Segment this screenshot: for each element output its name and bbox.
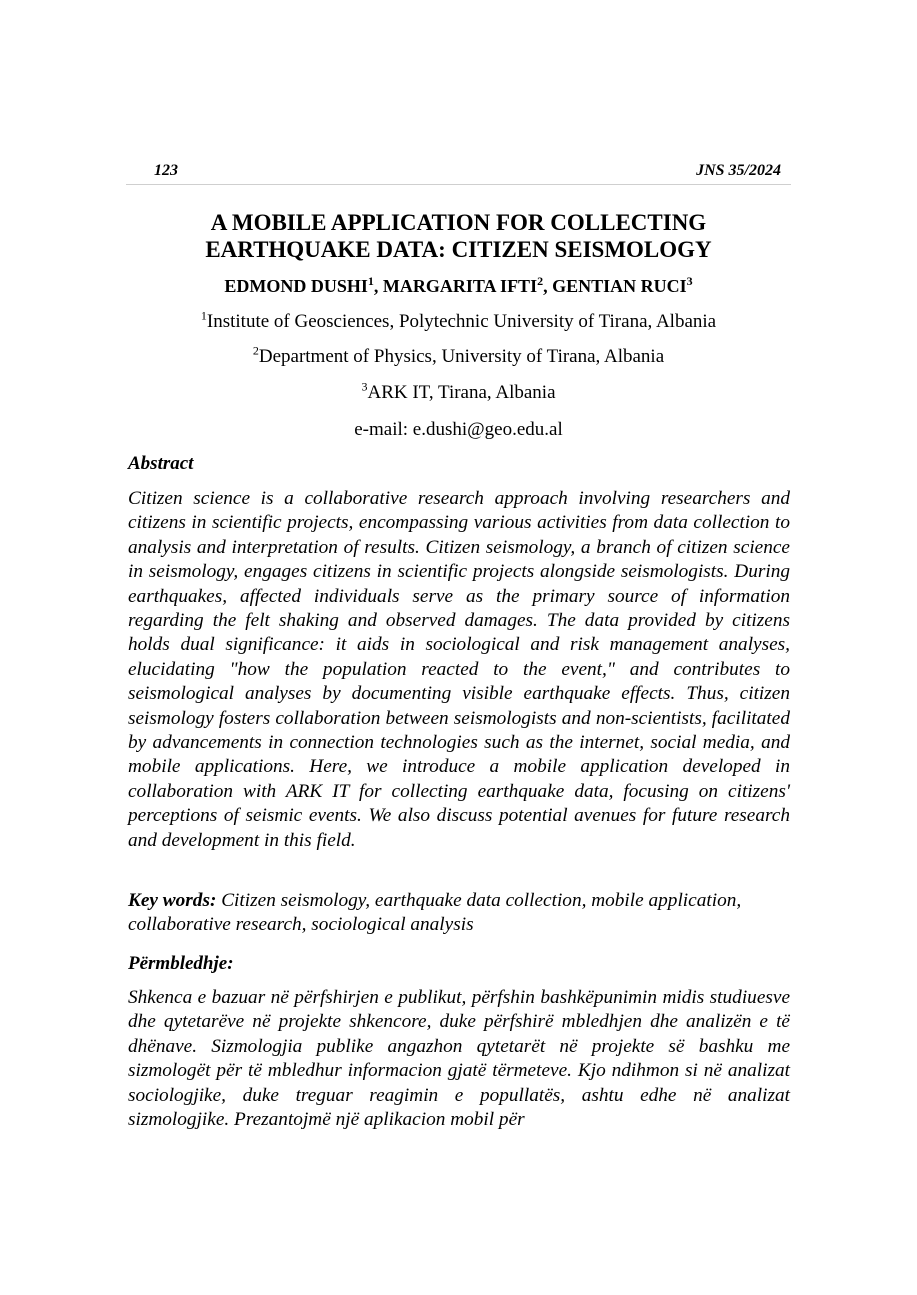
paper-title [126, 209, 791, 263]
abstract-heading: Abstract [128, 453, 194, 474]
permbledhje-heading: Përmbledhje: [128, 953, 234, 974]
author-affiliation-mark: 1 [367, 274, 374, 288]
title-line-2: EARTHQUAKE DATA: CITIZEN SEISMOLOGY [205, 237, 712, 262]
contact-email: e-mail: e.dushi@geo.edu.al [354, 419, 563, 440]
affiliation-text: Department of Physics, University of Tirana, Albania [258, 346, 665, 367]
author-affiliation-mark: 2 [537, 274, 544, 288]
page-number: 123 [154, 162, 178, 179]
permbledhje-body: Shkenca e bazuar në përfshirjen e publikut, përfshin bashkëpunimin midis studiuesve dhe qytetarëve në projekte shkencore, duke përfshirë mbledhjen dhe analizën e të dhënave. Sizmologjia publike angazhon qytetarët në projekte së bashku me sizmologët për të mbledhur informacion gjatë tërmeteve. Kjo ndihmon si në analizat sociologjike, duke treguar reagimin e popullatës, ashtu edhe në analizat sizmologjike. Prezantojmë një aplikacion mobil për [128, 987, 790, 1131]
author-name: EDMOND DUSHI [224, 276, 368, 296]
affiliation-2 [126, 343, 791, 368]
journal-reference: JNS 35/2024 [696, 162, 781, 179]
author-separator: , [373, 276, 383, 296]
affiliation-mark: 1 [200, 308, 207, 323]
author-name: MARGARITA IFTI [382, 276, 538, 296]
affiliation-text: Institute of Geosciences, Polytechnic University of Tirana, Albania [206, 311, 717, 332]
affiliation-mark: 2 [252, 343, 259, 358]
affiliation-3 [126, 379, 791, 404]
affiliation-text: ARK IT, Tirana, Albania [367, 382, 556, 403]
author-separator: , [543, 276, 553, 296]
title-line-1: A MOBILE APPLICATION FOR COLLECTING [210, 210, 707, 235]
running-header [126, 162, 791, 185]
keywords-label: Key words: [128, 890, 217, 911]
affiliation-mark: 3 [361, 379, 368, 394]
keywords [128, 889, 790, 938]
author-affiliation-mark: 3 [686, 274, 693, 288]
author-name: GENTIAN RUCI [552, 276, 687, 296]
author-list [126, 276, 791, 297]
affiliation-1 [126, 308, 791, 333]
keywords-text: Citizen seismology, earthquake data collection, mobile application, collaborative research, sociological analysis [128, 890, 742, 936]
abstract-body: Citizen science is a collaborative research approach involving researchers and citizens in scientific projects, encompassing various activities from data collection to analysis and interpretation of results. Citizen seismology, a branch of citizen science in seismology, engages citizens in scientific projects alongside seismologists. During earthquakes, affected individuals serve as the primary source of information regarding the felt shaking and observed damages. The data provided by citizens holds dual significance: it aids in sociological and risk management analyses, elucidating "how the population reacted to the event," and contributes to seismological analyses by documenting visible earthquake effects. Thus, citizen seismology fosters collaboration between seismologists and non-scientists, facilitated by advancements in connection technologies such as the internet, social media, and mobile applications. Here, we introduce a mobile application developed in collaboration with ARK IT for collecting earthquake data, focusing on citizens' perceptions of seismic events. We also discuss potential avenues for future research and development in this field. [128, 488, 790, 851]
